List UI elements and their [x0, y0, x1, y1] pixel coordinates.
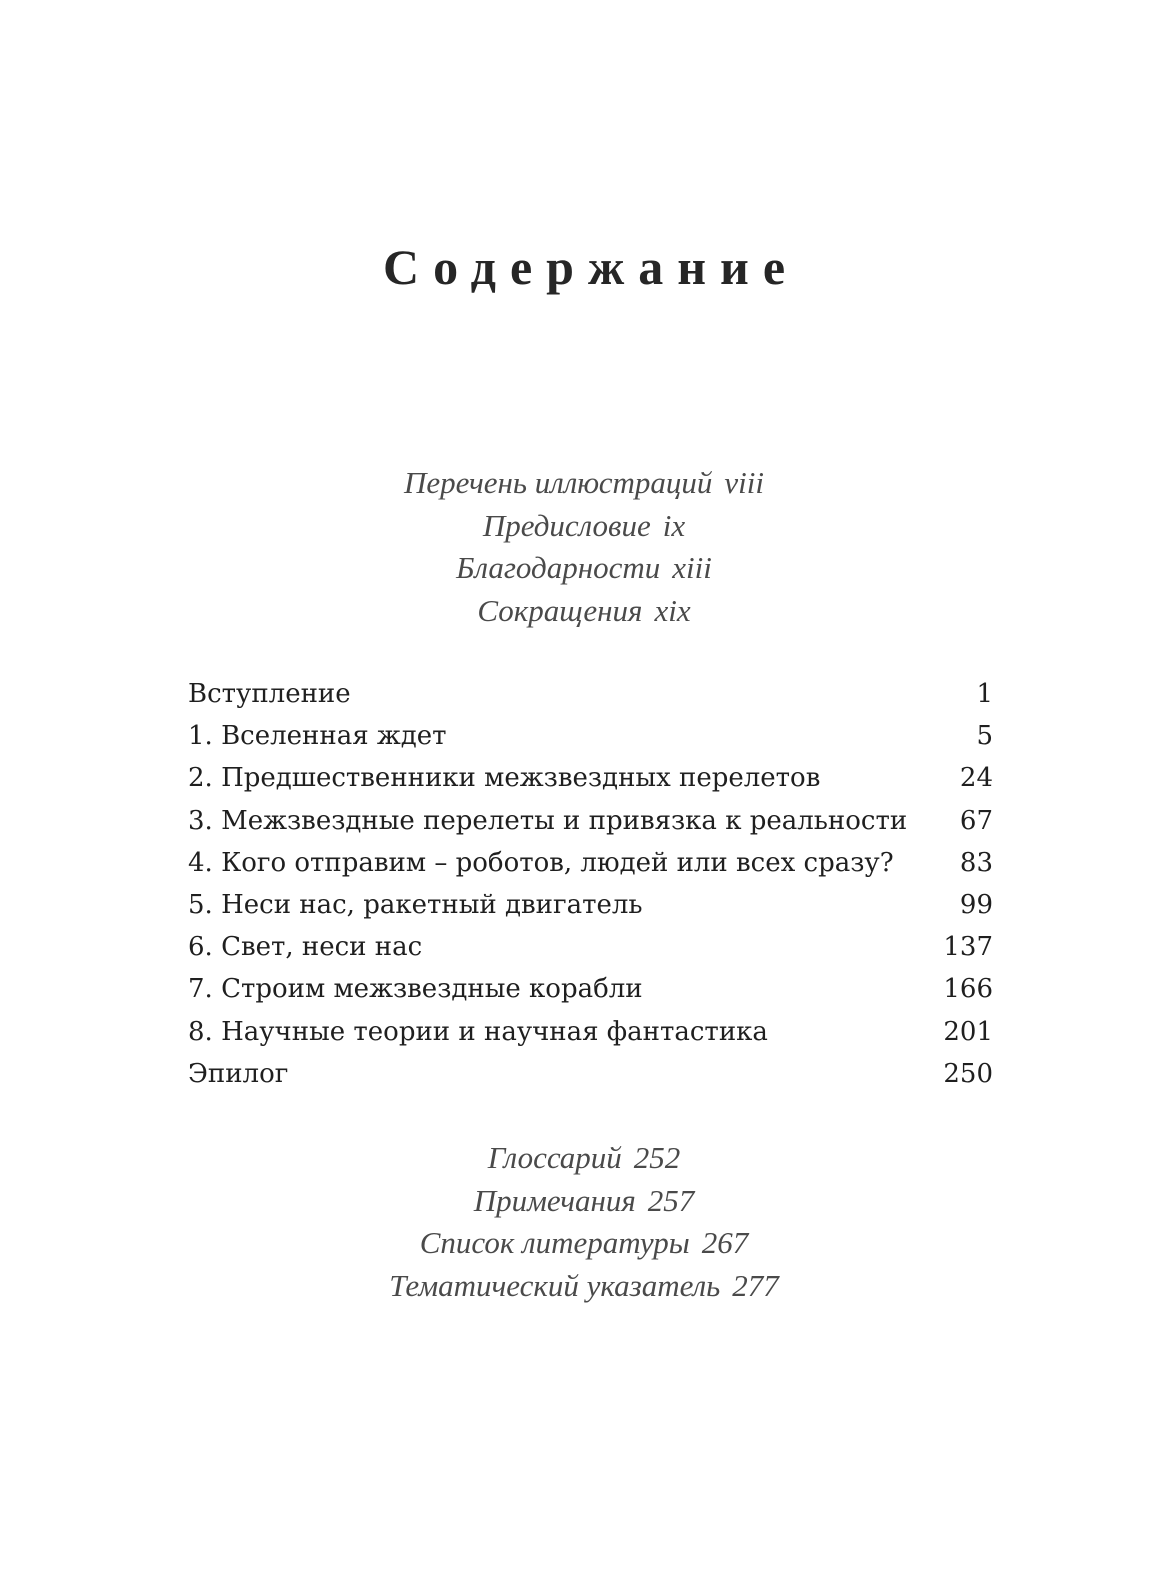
front-matter-label: Перечень иллюстраций: [403, 465, 713, 500]
chapter-entry: [188, 673, 993, 715]
chapter-entry: [188, 968, 993, 1010]
front-matter-label: Сокращения: [477, 592, 643, 628]
front-matter-item: [0, 505, 1168, 548]
chapter-title: Эпилог: [188, 1058, 289, 1089]
front-matter-page: ix: [662, 507, 686, 543]
back-matter-item: [0, 1265, 1168, 1308]
chapter-entry: [188, 757, 993, 799]
chapter-entry: [188, 884, 993, 926]
back-matter-page: 267: [701, 1225, 749, 1260]
chapter-page: 166: [943, 974, 993, 1005]
chapter-title: Вступление: [188, 679, 351, 709]
back-matter-page: 277: [732, 1267, 779, 1303]
chapter-page: 5: [976, 721, 993, 752]
chapter-page: 137: [943, 932, 993, 963]
chapter-entry: [188, 715, 993, 757]
back-matter-item: [0, 1222, 1168, 1265]
back-matter-label: Глоссарий: [487, 1140, 622, 1175]
chapter-page: 83: [959, 847, 993, 878]
back-matter-label: Примечания: [473, 1182, 636, 1218]
back-matter-item: [0, 1137, 1168, 1180]
chapter-title: 5. Неси нас, ракетный двигатель: [188, 890, 643, 921]
chapter-entry: [188, 1011, 993, 1053]
chapter-entry: [188, 1053, 993, 1095]
chapter-title: 8. Научные теории и научная фантастика: [188, 1016, 768, 1047]
front-matter-item: [0, 590, 1168, 633]
chapter-page: 250: [943, 1058, 993, 1089]
back-matter-page: 252: [633, 1140, 681, 1175]
front-matter-list: [0, 462, 1168, 632]
back-matter-item: [0, 1180, 1168, 1223]
chapter-title: 1. Вселенная ждет: [188, 721, 447, 752]
chapter-page: 24: [959, 763, 993, 794]
chapter-entry: [188, 842, 993, 884]
chapter-title: 6. Свет, неси нас: [188, 932, 423, 963]
front-matter-item: [0, 462, 1168, 505]
chapter-page: 99: [959, 890, 993, 921]
chapter-page: 201: [943, 1016, 993, 1047]
front-matter-page: viii: [724, 465, 765, 500]
front-matter-page: xix: [654, 592, 691, 628]
chapter-title: 4. Кого отправим – роботов, людей или всех сразу?: [188, 847, 894, 878]
chapter-entry: [188, 926, 993, 968]
front-matter-label: Предисловие: [482, 507, 651, 543]
back-matter-label: Список литературы: [419, 1225, 690, 1260]
front-matter-label: Благодарности: [456, 550, 661, 585]
back-matter-page: 257: [647, 1182, 695, 1218]
back-matter-list: [0, 1137, 1168, 1307]
chapter-title: 2. Предшественники межзвездных перелетов: [188, 763, 821, 794]
chapter-entry: [188, 800, 993, 842]
chapter-list: [188, 673, 993, 1095]
chapter-page: 67: [959, 805, 993, 836]
chapter-page: 1: [976, 679, 993, 709]
back-matter-label: Тематический указатель: [389, 1267, 721, 1303]
chapter-title: 7. Строим межзвездные корабли: [188, 974, 643, 1005]
page-title: Содержание: [382, 239, 800, 295]
chapter-title: 3. Межзвездные перелеты и привязка к реальности: [188, 805, 908, 836]
front-matter-item: [0, 547, 1168, 590]
front-matter-page: xiii: [672, 550, 712, 585]
